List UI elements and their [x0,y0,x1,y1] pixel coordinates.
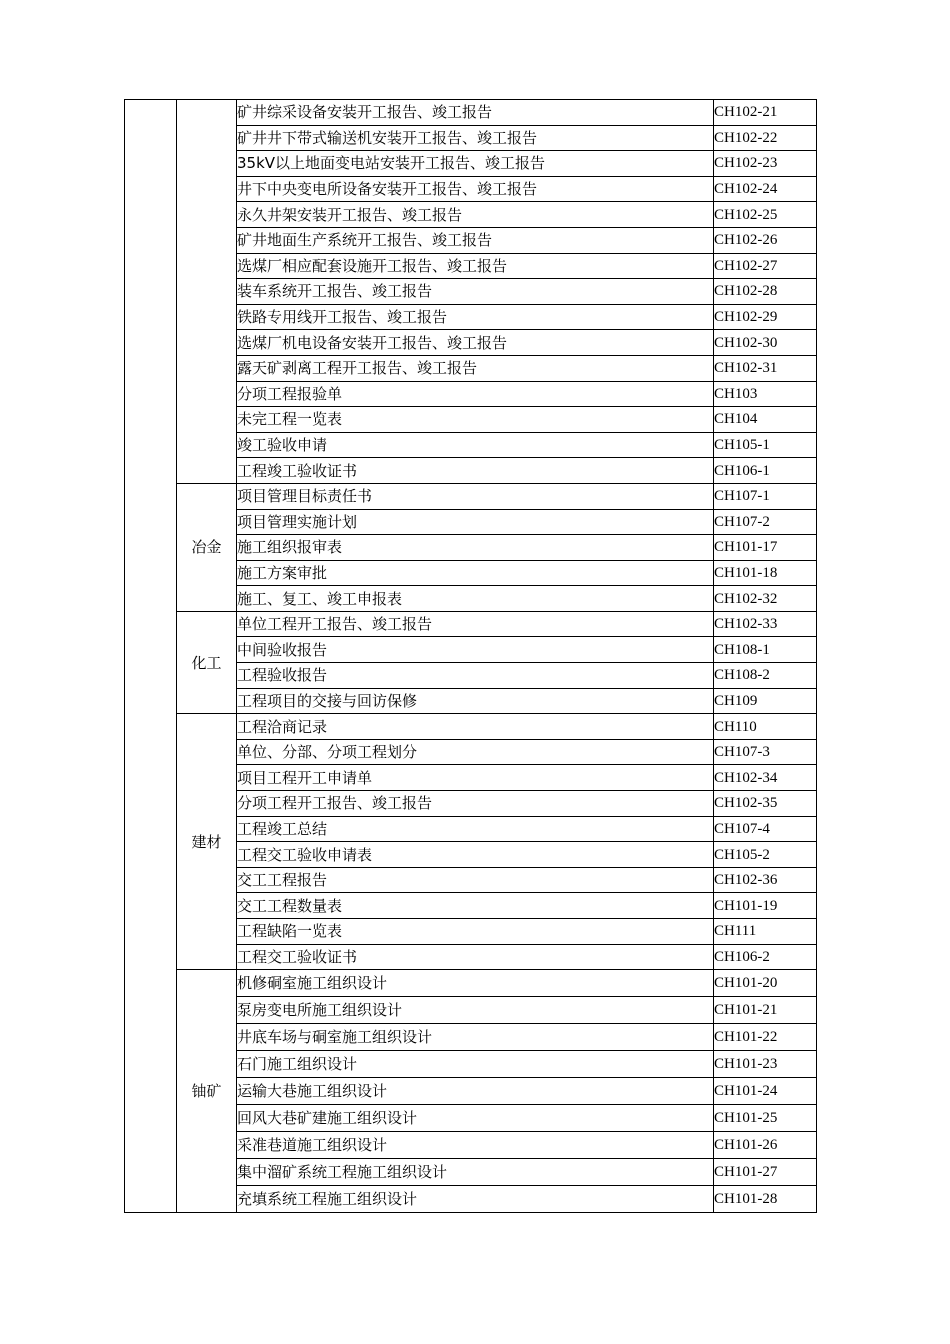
industry-category-cell [177,100,237,484]
industry-category-cell: 化工 [177,611,237,713]
form-name-cell: 矿井综采设备安装开工报告、竣工报告 [237,100,714,126]
form-name-cell: 工程竣工验收证书 [237,458,714,484]
form-code-cell: CH101-17 [714,535,817,561]
form-code-cell: CH108-1 [714,637,817,663]
table-row [125,611,817,637]
form-name-cell: 交工工程报告 [237,867,714,893]
form-name-cell: 工程洽商记录 [237,714,714,740]
industry-category-cell: 铀矿 [177,970,237,1213]
form-name-cell: 施工组织报审表 [237,535,714,561]
form-name-cell: 选煤厂机电设备安装开工报告、竣工报告 [237,330,714,356]
form-code-cell: CH101-28 [714,1186,817,1213]
form-name-cell: 采准巷道施工组织设计 [237,1132,714,1159]
form-name-cell: 集中溜矿系统工程施工组织设计 [237,1159,714,1186]
form-name-cell: 机修硐室施工组织设计 [237,970,714,997]
form-code-cell: CH105-1 [714,432,817,458]
outer-category-cell [125,100,177,1213]
form-name-cell: 未完工程一览表 [237,407,714,433]
form-code-cell: CH101-22 [714,1024,817,1051]
form-name-cell: 单位工程开工报告、竣工报告 [237,611,714,637]
form-code-cell: CH101-25 [714,1105,817,1132]
table-row [125,483,817,509]
form-name-cell: 中间验收报告 [237,637,714,663]
form-name-cell: 项目管理目标责任书 [237,483,714,509]
form-code-cell: CH101-21 [714,997,817,1024]
form-code-cell: CH102-26 [714,227,817,253]
form-code-cell: CH101-23 [714,1051,817,1078]
form-code-cell: CH102-31 [714,355,817,381]
form-code-cell: CH102-22 [714,125,817,151]
form-code-cell: CH102-34 [714,765,817,791]
form-code-cell: CH105-2 [714,842,817,868]
form-name-cell: 运输大巷施工组织设计 [237,1078,714,1105]
form-code-cell: CH107-1 [714,483,817,509]
form-name-cell: 井下中央变电所设备安装开工报告、竣工报告 [237,176,714,202]
form-code-cell: CH101-18 [714,560,817,586]
form-name-cell: 施工方案审批 [237,560,714,586]
form-code-cell: CH107-2 [714,509,817,535]
form-code-cell: CH106-2 [714,944,817,970]
form-code-cell: CH107-3 [714,739,817,765]
table-row [125,970,817,997]
form-code-cell: CH109 [714,688,817,714]
form-name-cell: 工程验收报告 [237,663,714,689]
form-code-cell: CH101-26 [714,1132,817,1159]
form-code-cell: CH111 [714,919,817,945]
form-code-cell: CH101-27 [714,1159,817,1186]
form-code-cell: CH102-25 [714,202,817,228]
form-name-cell: 井底车场与硐室施工组织设计 [237,1024,714,1051]
form-code-cell: CH101-19 [714,893,817,919]
form-code-cell: CH102-35 [714,791,817,817]
table-row [125,714,817,740]
form-name-cell: 35kV以上地面变电站安装开工报告、竣工报告 [237,151,714,177]
form-name-cell: 选煤厂相应配套设施开工报告、竣工报告 [237,253,714,279]
form-name-cell: 单位、分部、分项工程划分 [237,739,714,765]
form-name-cell: 项目管理实施计划 [237,509,714,535]
form-name-cell: 工程缺陷一览表 [237,919,714,945]
form-code-cell: CH102-30 [714,330,817,356]
form-code-cell: CH108-2 [714,663,817,689]
form-name-cell: 工程竣工总结 [237,816,714,842]
form-name-cell: 项目工程开工申请单 [237,765,714,791]
form-name-cell: 回风大巷矿建施工组织设计 [237,1105,714,1132]
form-code-cell: CH104 [714,407,817,433]
form-name-cell: 铁路专用线开工报告、竣工报告 [237,304,714,330]
document-table [124,99,817,1213]
form-name-cell: 工程交工验收申请表 [237,842,714,868]
form-code-cell: CH107-4 [714,816,817,842]
form-name-cell: 交工工程数量表 [237,893,714,919]
form-code-cell: CH102-21 [714,100,817,126]
form-code-cell: CH102-28 [714,279,817,305]
form-code-cell: CH102-33 [714,611,817,637]
form-name-cell: 竣工验收申请 [237,432,714,458]
form-code-cell: CH106-1 [714,458,817,484]
form-code-cell: CH110 [714,714,817,740]
form-name-cell: 充填系统工程施工组织设计 [237,1186,714,1213]
form-name-cell: 泵房变电所施工组织设计 [237,997,714,1024]
form-code-cell: CH101-20 [714,970,817,997]
form-name-cell: 工程交工验收证书 [237,944,714,970]
form-name-cell: 分项工程开工报告、竣工报告 [237,791,714,817]
form-code-cell: CH102-36 [714,867,817,893]
form-code-cell: CH102-32 [714,586,817,612]
form-name-cell: 永久井架安装开工报告、竣工报告 [237,202,714,228]
form-name-cell: 施工、复工、竣工申报表 [237,586,714,612]
form-name-cell: 工程项目的交接与回访保修 [237,688,714,714]
form-code-cell: CH103 [714,381,817,407]
form-name-cell: 矿井地面生产系统开工报告、竣工报告 [237,227,714,253]
form-code-cell: CH102-29 [714,304,817,330]
form-code-cell: CH102-24 [714,176,817,202]
form-name-cell: 露天矿剥离工程开工报告、竣工报告 [237,355,714,381]
industry-category-cell: 建材 [177,714,237,970]
form-code-cell: CH102-27 [714,253,817,279]
form-name-cell: 石门施工组织设计 [237,1051,714,1078]
form-code-cell: CH102-23 [714,151,817,177]
form-code-cell: CH101-24 [714,1078,817,1105]
table-row [125,100,817,126]
industry-category-cell: 冶金 [177,483,237,611]
form-name-cell: 矿井井下带式输送机安装开工报告、竣工报告 [237,125,714,151]
form-name-cell: 装车系统开工报告、竣工报告 [237,279,714,305]
form-name-cell: 分项工程报验单 [237,381,714,407]
